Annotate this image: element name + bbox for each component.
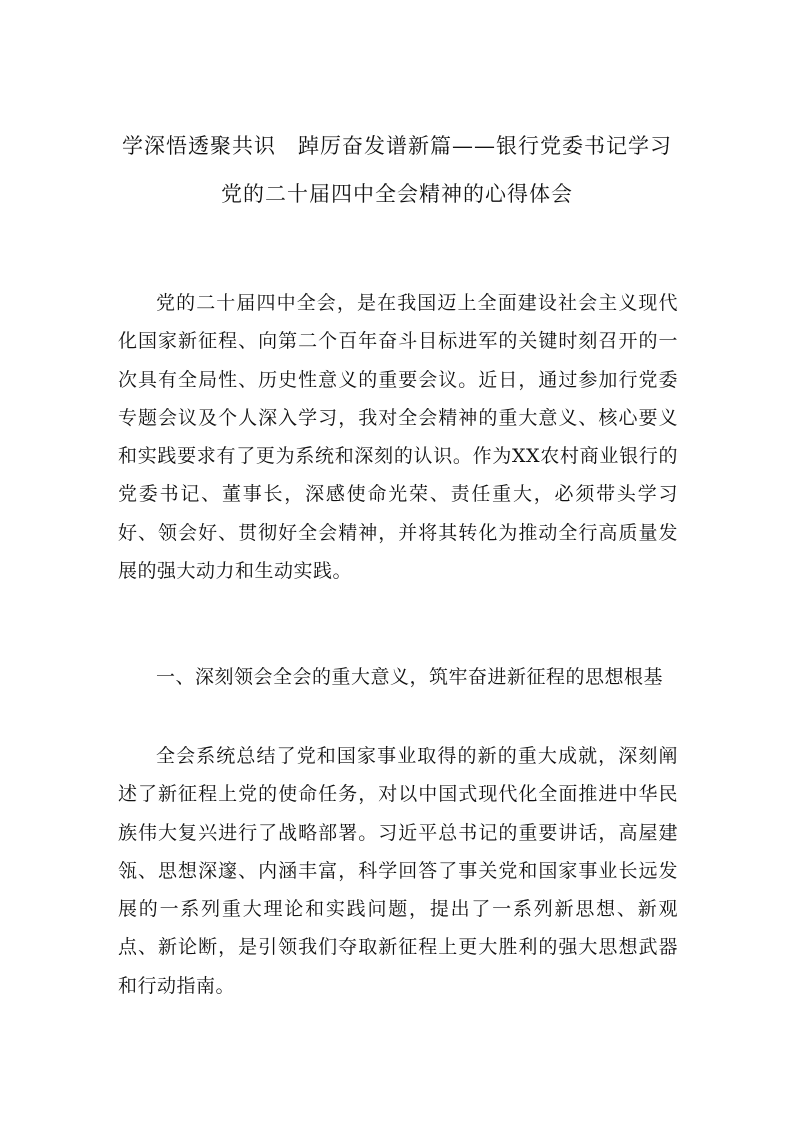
section-paragraph: 全会系统总结了党和国家事业取得的新的重大成就，深刻阐述了新征程上党的使命任务，对以中国式现代化全面推进中华民族伟大复兴进行了战略部署。习近平总书记的重要讲话，高屋建瓴、思想深邃、内涵丰富，科学回答了事关党和国家事业长远发展的一系列重大理论和实践问题，提出了一系列新思想、新观点、新论断，是引领我们夺取新征程上更大胜利的强大思想武器和行动指南。 xyxy=(118,745,678,997)
intro-paragraph: 党的二十届四中全会，是在我国迈上全面建设社会主义现代化国家新征程、向第二个百年奋斗目标进军的关键时刻召开的一次具有全局性、历史性意义的重要会议。近日，通过参加行党委专题会议及个人深入学习，我对全会精神的重大意义、核心要义和实践要求有了更为系统和深刻的认识。作为XX农村商业银行的党委书记、董事长，深感使命光荣、责任重大，必须带头学习好、领会好、贯彻好全会精神，并将其转化为推动全行高质量发展的强大动力和生动实践。 xyxy=(118,292,678,583)
document-title: 学深悟透聚共识 踔厉奋发谱新篇——银行党委书记学习党的二十届四中全会精神的心得体会 xyxy=(122,134,672,206)
section-heading: 一、深刻领会全会的重大意义，筑牢奋进新征程的思想根基 xyxy=(156,666,664,688)
